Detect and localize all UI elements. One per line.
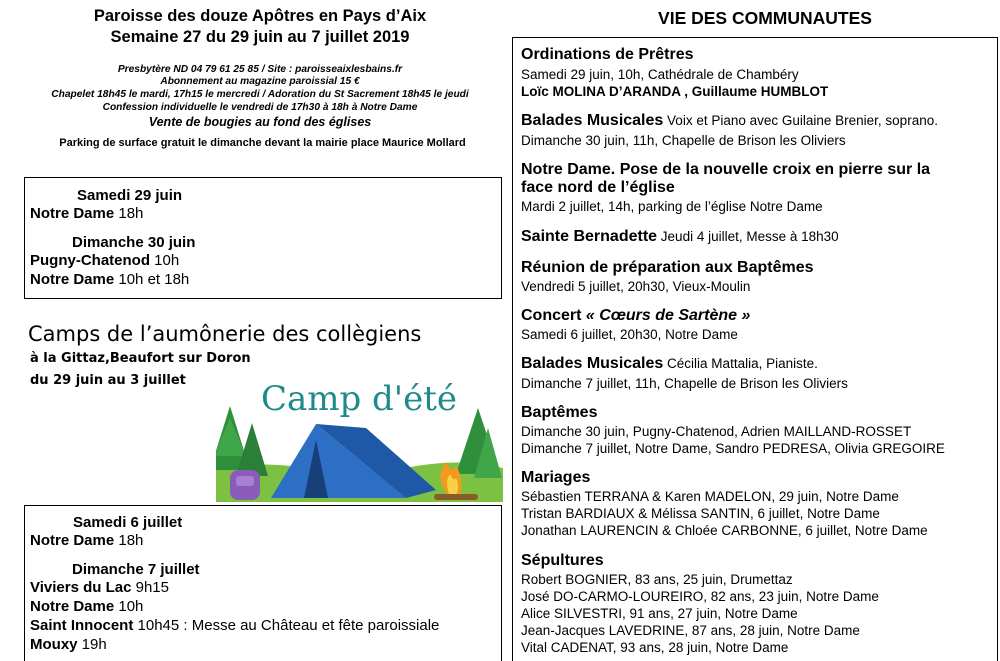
mass-place: Viviers du Lac [30, 579, 132, 596]
mass-place: Notre Dame [30, 532, 115, 549]
info-line-abonnement: Abonnement au magazine paroissial 15 € [160, 76, 360, 87]
mass-entry [30, 270, 189, 289]
section-title-croix: Notre Dame. Pose de la nouvelle croix en pierre sur la [521, 161, 931, 178]
info-line-confession: Confession individuelle le vendredi de 17h30 à 18h à Notre Dame [102, 102, 418, 113]
section-line: Mardi 2 juillet, 14h, parking de l’église Notre Dame [521, 199, 823, 214]
section-title-extra: « Cœurs de Sartène » [581, 307, 751, 324]
camp-caption: Camp d'été [260, 379, 458, 419]
mass-time: 18h [114, 205, 144, 222]
mass-entry [30, 597, 143, 616]
mass-entry [30, 204, 143, 223]
section-line: Samedi 6 juillet, 20h30, Notre Dame [521, 327, 738, 342]
list-item: Dimanche 30 juin, Pugny-Chatenod, Adrien MAILLAND-ROSSET [521, 424, 912, 439]
section-title-balades-1 [521, 111, 938, 130]
section-title-baptemes: Baptêmes [521, 404, 598, 421]
list-item: Tristan BARDIAUX & Mélissa SANTIN, 6 juillet, Notre Dame [521, 506, 880, 521]
section-title-text: Sainte Bernadette [521, 228, 658, 245]
list-item: Dimanche 7 juillet, Notre Dame, Sandro PEDRESA, Olivia GREGOIRE [521, 441, 945, 456]
section-title-sepultures: Sépultures [521, 552, 604, 569]
parking-notice: Parking de surface gratuit le dimanche devant la mairie place Maurice Mollard [59, 137, 466, 149]
section-title-concert [521, 306, 750, 325]
week-title: Semaine 27 du 29 juin au 7 juillet 2019 [110, 28, 410, 46]
camp-illustration [216, 378, 503, 502]
mass-entry [30, 616, 439, 635]
list-item: Jean-Jacques LAVEDRINE, 87 ans, 28 juin, Notre Dame [521, 623, 860, 638]
list-item: José DO-CARMO-LOUREIRO, 82 ans, 23 juin, Notre Dame [521, 589, 879, 604]
mass-schedule-box-week2 [24, 505, 502, 661]
mass-day-saturday: Samedi 6 juillet [73, 514, 183, 531]
mass-time: 18h [114, 532, 144, 549]
list-item: Alice SILVESTRI, 91 ans, 27 juin, Notre Dame [521, 606, 798, 621]
section-title-ordinations: Ordinations de Prêtres [521, 46, 694, 63]
list-item: Jonathan LAURENCIN & Chloée CARBONNE, 6 juillet, Notre Dame [521, 523, 928, 538]
mass-time: 10h45 : Messe au Château et fête paroissiale [133, 617, 440, 634]
mass-entry [30, 251, 179, 270]
mass-time: 19h [77, 636, 107, 653]
mass-time: 10h et 18h [114, 271, 190, 288]
section-line: Vendredi 5 juillet, 20h30, Vieux-Moulin [521, 279, 751, 294]
camp-title: Camps de l’aumônerie des collègiens [28, 322, 422, 346]
list-item: Vital CADENAT, 93 ans, 28 juin, Notre Dame [521, 640, 789, 655]
camp-dates: du 29 juin au 3 juillet [30, 373, 186, 388]
mass-place: Notre Dame [30, 205, 115, 222]
mass-entry [30, 578, 169, 597]
info-line-chapelet: Chapelet 18h45 le mardi, 17h15 le mercredi / Adoration du St Sacrement 18h45 le jeudi [51, 89, 469, 100]
section-line: Dimanche 30 juin, 11h, Chapelle de Brison les Oliviers [521, 133, 846, 148]
mass-day-sunday: Dimanche 7 juillet [72, 561, 200, 578]
section-title-text: Concert [521, 307, 582, 324]
mass-place: Mouxy [30, 636, 78, 653]
mass-entry [30, 635, 107, 654]
mass-day-sunday: Dimanche 30 juin [72, 234, 196, 251]
section-title-croix-2: face nord de l’église [521, 179, 675, 196]
list-item: Robert BOGNIER, 83 ans, 25 juin, Drumettaz [521, 572, 793, 587]
mass-entry [30, 531, 143, 550]
mass-place: Pugny-Chatenod [30, 252, 150, 269]
section-title-text: Balades Musicales [521, 355, 664, 372]
mass-time: 9h15 [131, 579, 169, 596]
camp-place: à la Gittaz,Beaufort sur Doron [30, 351, 251, 366]
mass-place: Saint Innocent [30, 617, 134, 634]
section-title-bernadette [521, 227, 839, 246]
mass-time: 10h [150, 252, 180, 269]
section-title-mariages: Mariages [521, 469, 591, 486]
section-title-extra: Cécilia Mattalia, Pianiste. [663, 356, 818, 371]
list-item: Sébastien TERRANA & Karen MADELON, 29 juin, Notre Dame [521, 489, 899, 504]
section-line: Samedi 29 juin, 10h, Cathédrale de Chambéry [521, 67, 799, 82]
parish-title: Paroisse des douze Apôtres en Pays d’Aix [93, 7, 427, 25]
community-header: VIE DES COMMUNAUTES [658, 8, 872, 28]
section-line: Dimanche 7 juillet, 11h, Chapelle de Brison les Oliviers [521, 376, 848, 391]
bougies-notice: Vente de bougies au fond des églises [148, 115, 372, 129]
section-title-reunion: Réunion de préparation aux Baptêmes [521, 259, 814, 276]
section-title-text: Balades Musicales [521, 112, 664, 129]
mass-place: Notre Dame [30, 271, 115, 288]
mass-day-saturday: Samedi 29 juin [77, 187, 183, 204]
section-title-balades-2 [521, 354, 818, 373]
mass-place: Notre Dame [30, 598, 115, 615]
section-title-extra: Jeudi 4 juillet, Messe à 18h30 [657, 229, 839, 244]
info-line-presbytere: Presbytère ND 04 79 61 25 85 / Site : paroisseaixlesbains.fr [117, 64, 403, 75]
mass-time: 10h [114, 598, 144, 615]
mass-schedule-box-week1 [24, 177, 502, 299]
section-line-names: Loïc MOLINA D’ARANDA , Guillaume HUMBLOT [521, 84, 829, 99]
section-title-extra: Voix et Piano avec Guilaine Brenier, soprano. [663, 113, 938, 128]
